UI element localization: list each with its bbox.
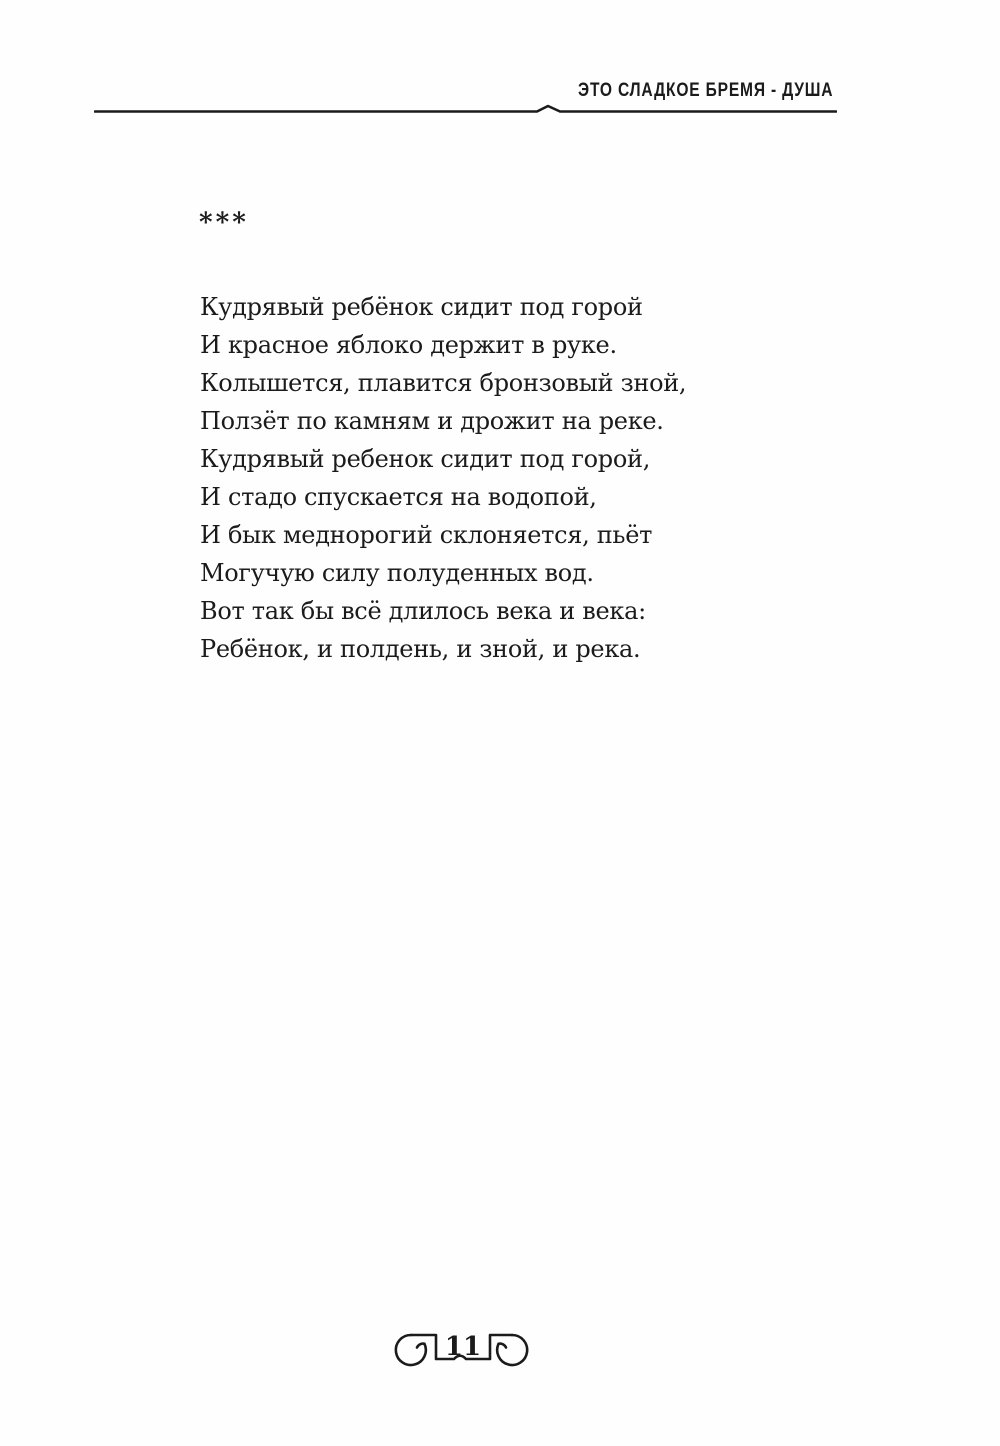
poem-line: Кудрявый ребенок сидит под горой, bbox=[200, 445, 651, 473]
poem-line: Вот так бы всё длилось века и века: bbox=[200, 597, 646, 625]
poem-line: Колышется, плавится бронзовый зной, bbox=[200, 369, 687, 397]
poem-line: Кудрявый ребёнок сидит под горой bbox=[200, 293, 643, 321]
poem-text bbox=[200, 288, 820, 668]
page-number: 11 bbox=[444, 1332, 482, 1362]
poem-line: И красное яблоко держит в руке. bbox=[200, 331, 617, 359]
poem-line: И бык меднорогий склоняется, пьёт bbox=[200, 521, 653, 549]
poem-line: Ползёт по камням и дрожит на реке. bbox=[200, 407, 664, 435]
header-rule-divider bbox=[94, 103, 837, 117]
stanza-marker: *** bbox=[199, 208, 249, 238]
poem-line: И стадо спускается на водопой, bbox=[200, 483, 597, 511]
footer-ornament bbox=[390, 1325, 540, 1373]
poem-line: Ребёнок, и полдень, и зной, и река. bbox=[200, 635, 641, 663]
poem-line: Могучую силу полуденных вод. bbox=[200, 559, 594, 587]
running-head-title: ЭТО СЛАДКОЕ БРЕМЯ - ДУША bbox=[577, 80, 833, 101]
